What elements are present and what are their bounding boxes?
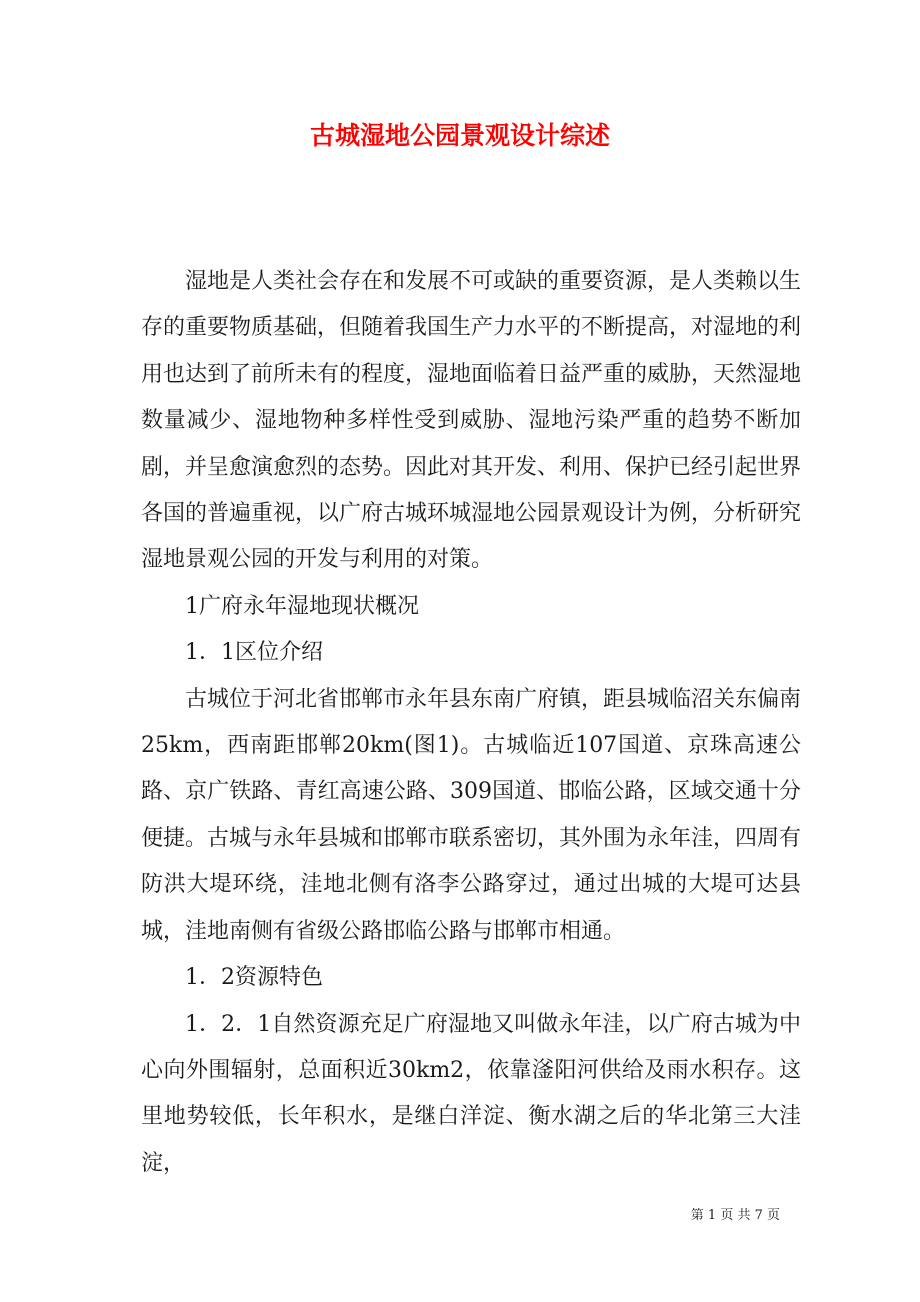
page-number: 第 1 页 共 7 页 — [690, 1208, 780, 1223]
document-title: 古城湿地公园景观设计综述 — [309, 121, 610, 150]
paragraph-natural-resources: 1．2．1自然资源充足广府湿地又叫做永年洼，以广府古城为中心向外围辐射，总面积近30km2，依靠滏阳河供给及雨水积存。这里地势较低，长年积水，是继白洋淀、衡水湖之后的华北第三大洼淀， — [141, 1011, 801, 1176]
document-body — [141, 259, 801, 1187]
paragraph-location: 古城位于河北省邯郸市永年县东南广府镇，距县城临沼关东偏南25km，西南距邯郸20km(图1)。古城临近107国道、京珠高速公路、京广铁路、青红高速公路、309国道、邯临公路，区域交通十分便捷。古城与永年县城和邯郸市联系密切，其外围为永年洼，四周有防洪大堤环绕，洼地北侧有洛李公路穿过，通过出城的大堤可达县城，洼地南侧有省级公路邯临公路与邯郸市相通。 — [141, 686, 802, 944]
heading-section-1: 1广府永年湿地现状概况 — [185, 593, 419, 619]
heading-section-1-2: 1．2资源特色 — [185, 965, 323, 991]
heading-section-1-1: 1．1区位介绍 — [185, 640, 323, 666]
paragraph-intro: 湿地是人类社会存在和发展不可或缺的重要资源，是人类赖以生存的重要物质基础，但随着我国生产力水平的不断提高，对湿地的利用也达到了前所未有的程度，湿地面临着日益严重的威胁，天然湿地数量减少、湿地物种多样性受到威胁、湿地污染严重的趋势不断加剧，并呈愈演愈烈的态势。因此对其开发、利用、保护已经引起世界各国的普遍重视，以广府古城环城湿地公园景观设计为例，分析研究湿地景观公园的开发与利用的对策。 — [141, 269, 802, 573]
